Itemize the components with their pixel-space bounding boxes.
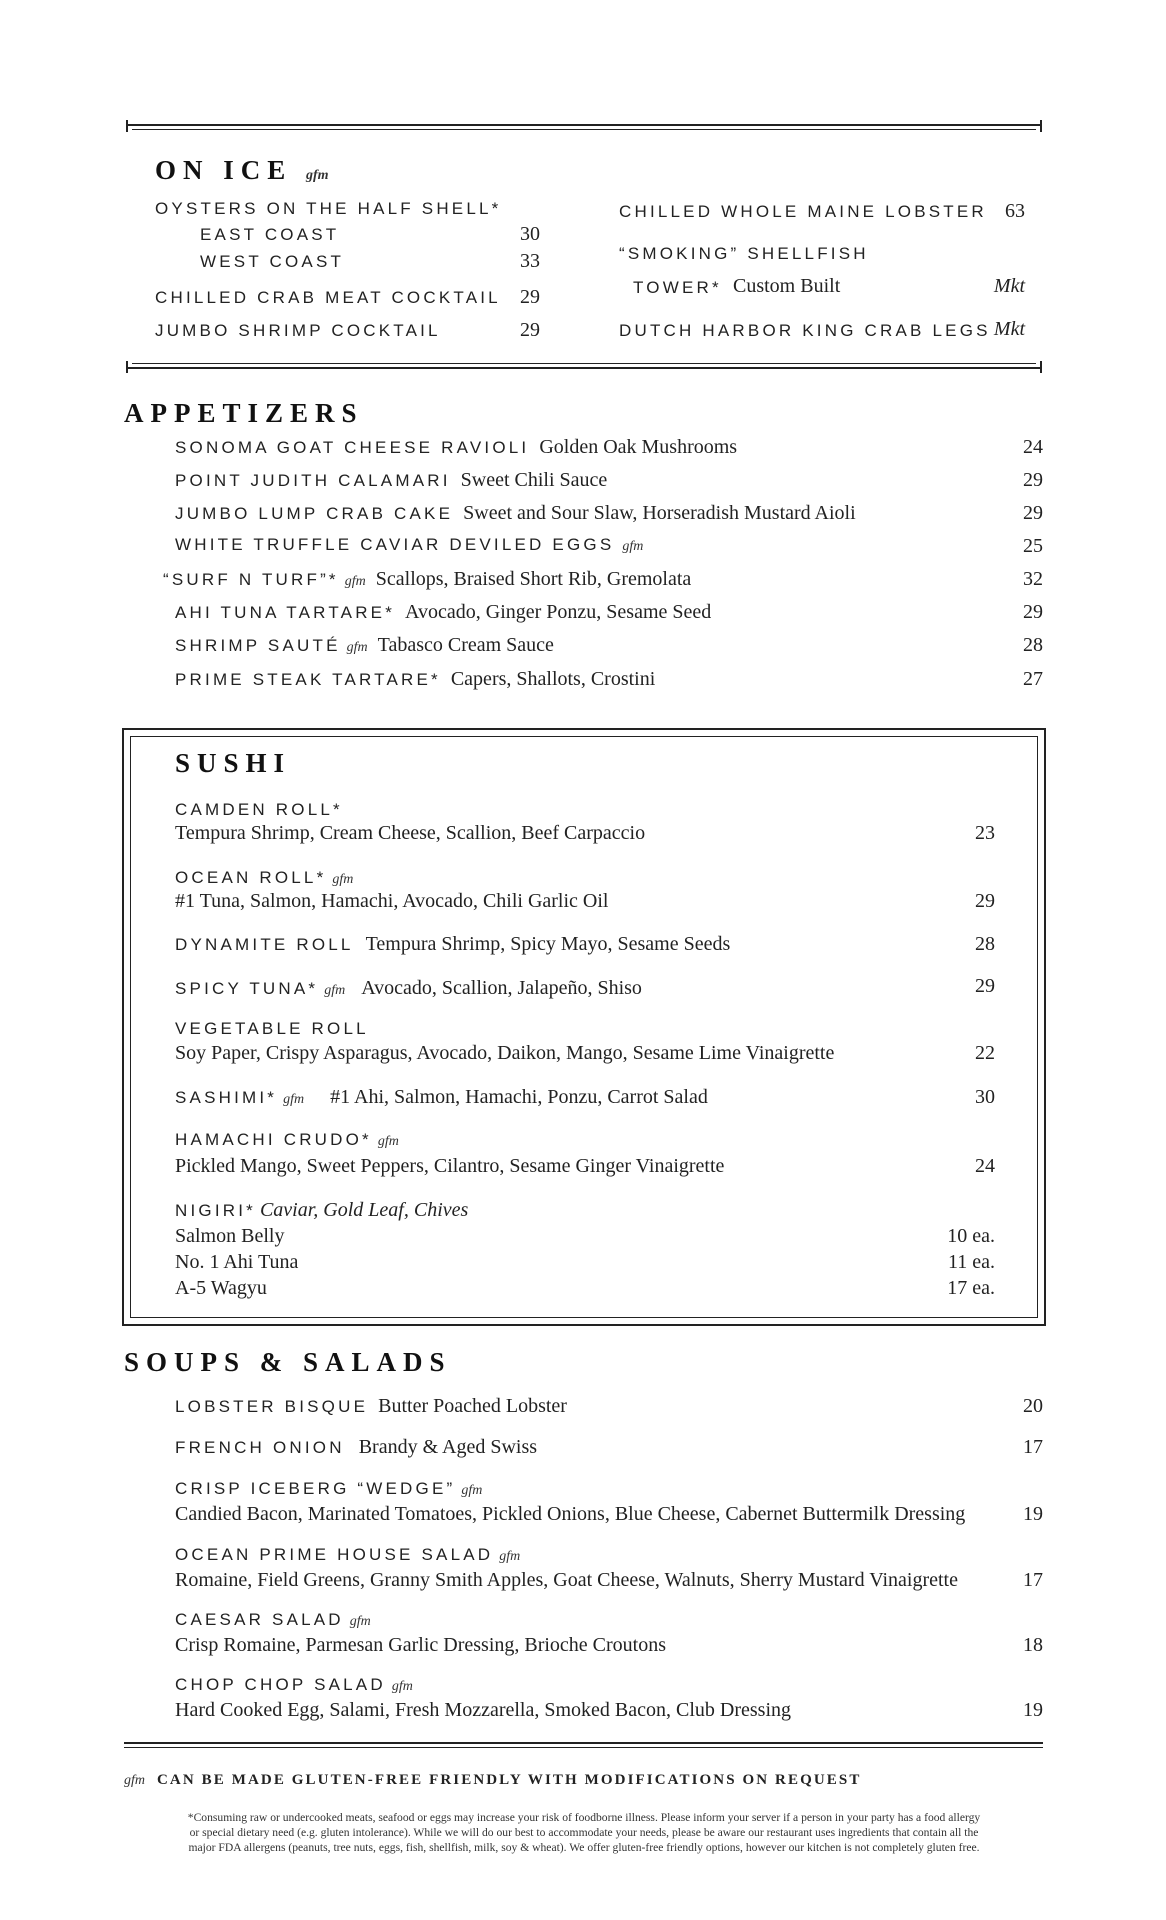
menu-item-name: VEGETABLE ROLL	[175, 1019, 369, 1038]
menu-item	[175, 1675, 413, 1695]
menu-item-description: Soy Paper, Crispy Asparagus, Avocado, Daikon, Mango, Sesame Lime Vinaigrette	[175, 1042, 835, 1064]
menu-item-name: WHITE TRUFFLE CAVIAR DEVILED EGGS	[175, 535, 615, 554]
menu-item-name: WEST COAST	[200, 252, 345, 271]
menu-item-description: Tempura Shrimp, Spicy Mayo, Sesame Seeds	[365, 933, 731, 955]
menu-item	[175, 1479, 482, 1499]
menu-item-name: HAMACHI CRUDO*	[175, 1130, 372, 1149]
rule-end-cap	[126, 120, 128, 132]
menu-item	[175, 436, 737, 459]
menu-item-price: 33	[520, 250, 540, 272]
menu-item-description: Golden Oak Mushrooms	[539, 436, 738, 458]
gfm-mark: gfm	[283, 1092, 305, 1107]
menu-item-price: 22	[975, 1042, 995, 1064]
nigiri-item-name: A-5 Wagyu	[175, 1277, 267, 1299]
footer-rule	[124, 1742, 1043, 1744]
menu-item-name: EAST COAST	[200, 225, 340, 244]
menu-item-name: CHILLED WHOLE MAINE LOBSTER	[619, 202, 987, 221]
on-ice-bottom-rule-thin	[132, 363, 1036, 364]
menu-item-price: 20	[1023, 1395, 1043, 1417]
menu-item-description: Avocado, Scallion, Jalapeño, Shiso	[361, 977, 642, 999]
nigiri-item-price: 11 ea.	[947, 1251, 995, 1273]
nigiri-item-price: 17 ea.	[947, 1277, 995, 1299]
menu-item-price: 29	[520, 319, 540, 341]
nigiri-header	[175, 1199, 468, 1222]
menu-item	[175, 668, 655, 691]
menu-item-price: 24	[975, 1155, 995, 1177]
disclaimer-line: *Consuming raw or undercooked meats, seafood or eggs may increase your risk of foodborne illness. Please inform your server if a person in your party has a food allergy	[187, 1811, 981, 1824]
menu-item-price: 29	[1023, 601, 1043, 623]
menu-item-price: 29	[1023, 469, 1043, 491]
menu-item-price: 29	[975, 975, 995, 997]
rule-end-cap	[126, 361, 128, 373]
menu-item-price: 30	[975, 1086, 995, 1108]
menu-item-name: FRENCH ONION	[175, 1438, 345, 1457]
menu-item	[175, 502, 856, 525]
menu-item-description: Hard Cooked Egg, Salami, Fresh Mozzarella, Smoked Bacon, Club Dressing	[175, 1699, 791, 1721]
on-ice-top-rule	[126, 124, 1042, 126]
menu-item-description: Crisp Romaine, Parmesan Garlic Dressing, Brioche Croutons	[175, 1634, 667, 1656]
menu-item-price: 63	[1005, 200, 1025, 222]
menu-item-name: CAMDEN ROLL*	[175, 800, 343, 819]
menu-item-description: Capers, Shallots, Crostini	[450, 668, 656, 690]
rule-end-cap	[1040, 120, 1042, 132]
disclaimer	[124, 1810, 1044, 1855]
menu-item-description: Brandy & Aged Swiss	[358, 1436, 538, 1458]
menu-item-name: CRISP ICEBERG “WEDGE”	[175, 1479, 456, 1498]
menu-item	[163, 568, 691, 591]
menu-item-name: CHOP CHOP SALAD	[175, 1675, 386, 1694]
menu-item-name: OCEAN ROLL*	[175, 868, 327, 887]
nigiri-item-price: 10 ea.	[947, 1225, 995, 1247]
menu-item-description: Sweet and Sour Slaw, Horseradish Mustard Aioli	[463, 502, 856, 524]
gfm-mark: gfm	[349, 1614, 371, 1629]
gfm-mark: gfm	[332, 872, 354, 887]
menu-item-description: Romaine, Field Greens, Granny Smith Apples, Goat Cheese, Walnuts, Sherry Mustard Vinaigrette	[175, 1569, 958, 1591]
menu-item-price: 29	[520, 286, 540, 308]
menu-item-name: DYNAMITE ROLL	[175, 935, 354, 954]
menu-item-price: 29	[1023, 502, 1043, 524]
menu-item-price: 18	[1023, 1634, 1043, 1656]
menu-item-price: 23	[975, 822, 995, 844]
menu-item-price: 32	[1023, 568, 1043, 590]
menu-item-name: OCEAN PRIME HOUSE SALAD	[175, 1545, 494, 1564]
sushi-title: SUSHI	[175, 748, 292, 778]
menu-item-price: Mkt	[993, 318, 1025, 340]
menu-item-price: 25	[1023, 535, 1043, 557]
gfm-mark: gfm	[461, 1483, 483, 1498]
menu-item-name: LOBSTER BISQUE	[175, 1397, 369, 1416]
menu-item	[175, 535, 643, 555]
menu-item-description: Custom Built	[733, 275, 841, 297]
gluten-free-note-text: CAN BE MADE GLUTEN-FREE FRIENDLY WITH MODIFICATIONS ON REQUEST	[157, 1772, 862, 1788]
menu-item-name: CHILLED CRAB MEAT COCKTAIL	[155, 288, 501, 307]
menu-item-name: CAESAR SALAD	[175, 1610, 344, 1629]
menu-item	[175, 601, 711, 624]
menu-item-price: 17	[1023, 1436, 1043, 1458]
gfm-mark: gfm	[124, 1773, 145, 1788]
menu-item-name: DUTCH HARBOR KING CRAB LEGS	[619, 321, 991, 340]
menu-item	[175, 1436, 537, 1459]
menu-item-price: 27	[1023, 668, 1043, 690]
nigiri-item-name: No. 1 Ahi Tuna	[175, 1251, 299, 1273]
menu-item	[175, 1130, 399, 1150]
menu-item-description: Tempura Shrimp, Cream Cheese, Scallion, Beef Carpaccio	[175, 822, 646, 844]
menu-item-description: Butter Poached Lobster	[378, 1395, 567, 1417]
menu-item-name: SASHIMI*	[175, 1088, 278, 1107]
menu-item	[175, 1610, 371, 1630]
menu-item-name: PRIME STEAK TARTARE*	[175, 670, 441, 689]
menu-item	[175, 868, 353, 888]
gfm-mark: gfm	[346, 640, 368, 655]
menu-item-price: 29	[975, 890, 995, 912]
gfm-mark: gfm	[344, 574, 366, 589]
menu-item	[175, 977, 642, 1000]
menu-item-name: JUMBO LUMP CRAB CAKE	[175, 504, 454, 523]
menu-item-name: JUMBO SHRIMP COCKTAIL	[155, 321, 441, 340]
menu-item-price: Mkt	[993, 275, 1025, 297]
disclaimer-line: major FDA allergens (peanuts, tree nuts, eggs, fish, shellfish, milk, soy & wheat). We offer gluten-free friendly options, however our kitchen is not completely gluten free.	[188, 1841, 980, 1854]
on-ice-title	[155, 155, 329, 186]
menu-item-name: NIGIRI*	[175, 1201, 256, 1220]
menu-item-price: 30	[520, 223, 540, 245]
menu-item	[175, 1086, 708, 1109]
appetizers-title: APPETIZERS	[124, 398, 364, 428]
menu-item-price: 19	[1023, 1503, 1043, 1525]
on-ice-bottom-rule	[126, 367, 1042, 369]
menu-item	[175, 634, 554, 657]
menu-item-description: Candied Bacon, Marinated Tomatoes, Pickled Onions, Blue Cheese, Cabernet Buttermilk Dressing	[175, 1503, 966, 1525]
menu-item-name: OYSTERS ON THE HALF SHELL*	[155, 199, 502, 218]
disclaimer-line: or special dietary need (e.g. gluten intolerance). While we will do our best to accommodate your needs, please be aware our restaurant uses ingredients that contain all the	[189, 1826, 979, 1839]
menu-item-description: #1 Tuna, Salmon, Hamachi, Avocado, Chili Garlic Oil	[175, 890, 609, 912]
menu-item-name: SHRIMP SAUTÉ	[175, 636, 341, 655]
menu-item	[175, 469, 607, 492]
menu-item-name: “SMOKING” SHELLFISH	[619, 244, 869, 263]
gfm-mark: gfm	[391, 1679, 413, 1694]
menu-item-price: 28	[975, 933, 995, 955]
menu-item-name: “SURF N TURF”*	[163, 570, 339, 589]
menu-item-price: 28	[1023, 634, 1043, 656]
menu-item-name: SONOMA GOAT CHEESE RAVIOLI	[175, 438, 530, 457]
on-ice-top-rule-thin	[132, 129, 1036, 130]
menu-item-description: #1 Ahi, Salmon, Hamachi, Ponzu, Carrot Salad	[330, 1086, 708, 1108]
menu-item-description: Pickled Mango, Sweet Peppers, Cilantro, Sesame Ginger Vinaigrette	[175, 1155, 725, 1177]
menu-item-name: POINT JUDITH CALAMARI	[175, 471, 451, 490]
gfm-mark: gfm	[499, 1549, 521, 1564]
gfm-mark: gfm	[324, 983, 346, 998]
menu-item-name: SPICY TUNA*	[175, 979, 319, 998]
on-ice-title-text: ON ICE	[155, 155, 293, 185]
gfm-mark: gfm	[622, 539, 644, 554]
menu-item	[175, 1395, 567, 1418]
menu-item-name: TOWER*	[633, 278, 722, 297]
rule-end-cap	[1040, 361, 1042, 373]
gluten-free-note	[124, 1771, 861, 1789]
soups-salads-title: SOUPS & SALADS	[124, 1347, 452, 1377]
footer-rule-thin	[124, 1747, 1043, 1748]
menu-item-description: Tabasco Cream Sauce	[377, 634, 554, 656]
menu-item-description: Avocado, Ginger Ponzu, Sesame Seed	[405, 601, 712, 623]
gfm-mark: gfm	[306, 168, 329, 183]
gfm-mark: gfm	[377, 1134, 399, 1149]
menu-item-description: Sweet Chili Sauce	[460, 469, 608, 491]
menu-item-name: AHI TUNA TARTARE*	[175, 603, 396, 622]
nigiri-item-name: Salmon Belly	[175, 1225, 285, 1247]
menu-item-price: 24	[1023, 436, 1043, 458]
menu-item-price: 19	[1023, 1699, 1043, 1721]
nigiri-note: Caviar, Gold Leaf, Chives	[259, 1199, 469, 1221]
menu-item	[175, 1545, 520, 1565]
menu-item-description: Scallops, Braised Short Rib, Gremolata	[375, 568, 692, 590]
menu-item-price: 17	[1023, 1569, 1043, 1591]
menu-item	[175, 933, 730, 956]
